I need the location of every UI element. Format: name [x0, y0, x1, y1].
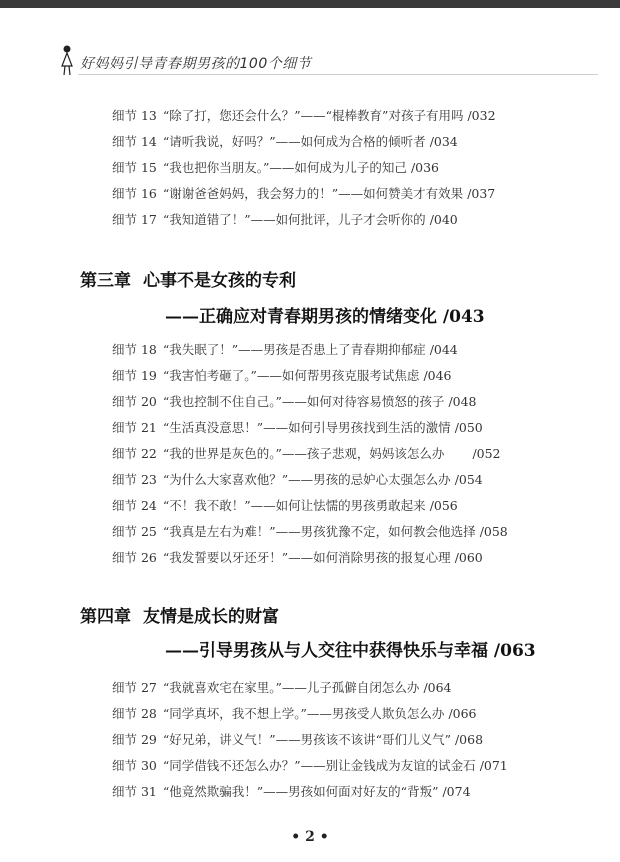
toc-entry[interactable] [112, 340, 458, 360]
entry-number: 细节 15 [112, 160, 157, 175]
entry-number: 细节 24 [112, 498, 157, 513]
entry-title: “我就喜欢宅在家里。”——儿子孤僻自闭怎么办 [162, 680, 420, 695]
entry-page: /074 [442, 784, 471, 799]
chapter-subtitle: ——引导男孩从与人交往中获得快乐与幸福 /063 [165, 641, 536, 661]
entry-title: “我也把你当朋友。”——如何成为儿子的知己 [162, 160, 407, 175]
entry-title: “不！我不敢！”——如何让怯懦的男孩勇敢起来 [162, 498, 426, 513]
toc-entry[interactable] [112, 756, 508, 776]
entry-number: 细节 14 [112, 134, 157, 149]
chapter-label: 第三章 [80, 271, 131, 291]
entry-title: “他竟然欺骗我！”——男孩如何面对好友的“背叛” [162, 784, 439, 799]
entry-page: /044 [429, 342, 458, 357]
entry-page: /048 [448, 394, 477, 409]
girl-figure-icon [58, 44, 76, 76]
page-number: • 2 • [291, 829, 329, 845]
entry-number: 细节 23 [112, 472, 157, 487]
toc-entry[interactable] [112, 704, 477, 724]
entry-number: 细节 25 [112, 524, 157, 539]
entry-page: /050 [454, 420, 483, 435]
entry-title: “同学借钱不还怎么办？”——别让金钱成为友谊的试金石 [162, 758, 476, 773]
toc-entry[interactable] [112, 210, 458, 230]
entry-number: 细节 17 [112, 212, 157, 227]
entry-page: /036 [410, 160, 440, 175]
toc-entry[interactable] [112, 496, 458, 516]
entry-number: 细节 28 [112, 706, 157, 721]
entry-title: “我真是左右为难！”——男孩犹豫不定，如何教会他选择 [162, 524, 476, 539]
entry-title: “生活真没意思！”——如何引导男孩找到生活的激情 [162, 420, 451, 435]
entry-page: /071 [479, 758, 508, 773]
toc-entry[interactable] [112, 470, 483, 490]
entry-page: /037 [467, 186, 496, 201]
toc-entry[interactable] [112, 548, 483, 568]
entry-title: “为什么大家喜欢他？”——男孩的忌妒心太强怎么办 [162, 472, 451, 487]
entry-title: “我也控制不住自己。”——如何对待容易愤怒的孩子 [162, 394, 445, 409]
entry-title: “请听我说，好吗？”——如何成为合格的倾听者 [162, 134, 426, 149]
toc-entry[interactable] [112, 158, 439, 178]
entry-page: /040 [429, 212, 458, 227]
toc-entry[interactable] [112, 782, 471, 802]
entry-title: “我害怕考砸了。”——如何帮男孩克服考试焦虑 [162, 368, 420, 383]
chapter-label: 第四章 [80, 607, 131, 627]
toc-entry[interactable] [112, 678, 452, 698]
top-border [0, 0, 620, 8]
entry-page: /058 [479, 524, 508, 539]
entry-number: 细节 18 [112, 342, 157, 357]
toc-entry[interactable] [112, 132, 458, 152]
entry-page: /046 [423, 368, 452, 383]
entry-title: “我知道错了！”——如何批评，儿子才会听你的 [162, 212, 426, 227]
chapter-heading [80, 602, 279, 627]
toc-entry[interactable] [112, 366, 452, 386]
entry-number: 细节 20 [112, 394, 157, 409]
entry-page: /056 [429, 498, 458, 513]
entry-page: /064 [423, 680, 452, 695]
toc-entry[interactable] [112, 184, 495, 204]
running-header [58, 44, 578, 78]
entry-number: 细节 30 [112, 758, 157, 773]
entry-title: “同学真坏，我不想上学。”——男孩受人欺负怎么办 [162, 706, 445, 721]
entry-number: 细节 26 [112, 550, 157, 565]
entry-page: /034 [429, 134, 458, 149]
entry-number: 细节 29 [112, 732, 157, 747]
entry-page: /060 [454, 550, 483, 565]
entry-page: /052 [472, 446, 501, 461]
entry-number: 细节 27 [112, 680, 157, 695]
toc-entry[interactable] [112, 522, 508, 542]
book-title: 好妈妈引导青春期男孩的100个细节 [80, 56, 312, 72]
toc-entry[interactable] [112, 392, 477, 412]
toc-entry[interactable] [112, 106, 496, 126]
entry-title: “我失眠了！”——男孩是否患上了青春期抑郁症 [162, 342, 426, 357]
entry-page: /068 [454, 732, 484, 747]
toc-entry[interactable] [112, 418, 483, 438]
entry-number: 细节 16 [112, 186, 157, 201]
entry-title: “谢谢爸爸妈妈，我会努力的！”——如何赞美才有效果 [162, 186, 464, 201]
entry-title: “我发誓要以牙还牙！”——如何消除男孩的报复心理 [162, 550, 451, 565]
entry-number: 细节 22 [112, 446, 157, 461]
chapter-title: 心事不是女孩的专利 [143, 271, 296, 291]
entry-page: /066 [448, 706, 477, 721]
entry-title: “我的世界是灰色的。”——孩子悲观，妈妈该怎么办 [162, 446, 445, 461]
entry-number: 细节 21 [112, 420, 157, 435]
entry-title: “好兄弟，讲义气！”——男孩该不该讲“哥们儿义气” [162, 732, 451, 747]
entry-title: “除了打，您还会什么？”——“棍棒教育”对孩子有用吗 [162, 108, 464, 123]
toc-entry[interactable] [112, 730, 483, 750]
chapter-title: 友情是成长的财富 [143, 607, 279, 627]
chapter-subtitle: ——正确应对青春期男孩的情绪变化 /043 [165, 307, 485, 327]
entry-page: /054 [454, 472, 483, 487]
entry-page: /032 [467, 108, 496, 123]
header-divider [78, 74, 598, 75]
chapter-heading [80, 266, 296, 291]
entry-number: 细节 31 [112, 784, 157, 799]
entry-number: 细节 13 [112, 108, 157, 123]
entry-number: 细节 19 [112, 368, 157, 383]
toc-entry[interactable] [112, 444, 501, 464]
